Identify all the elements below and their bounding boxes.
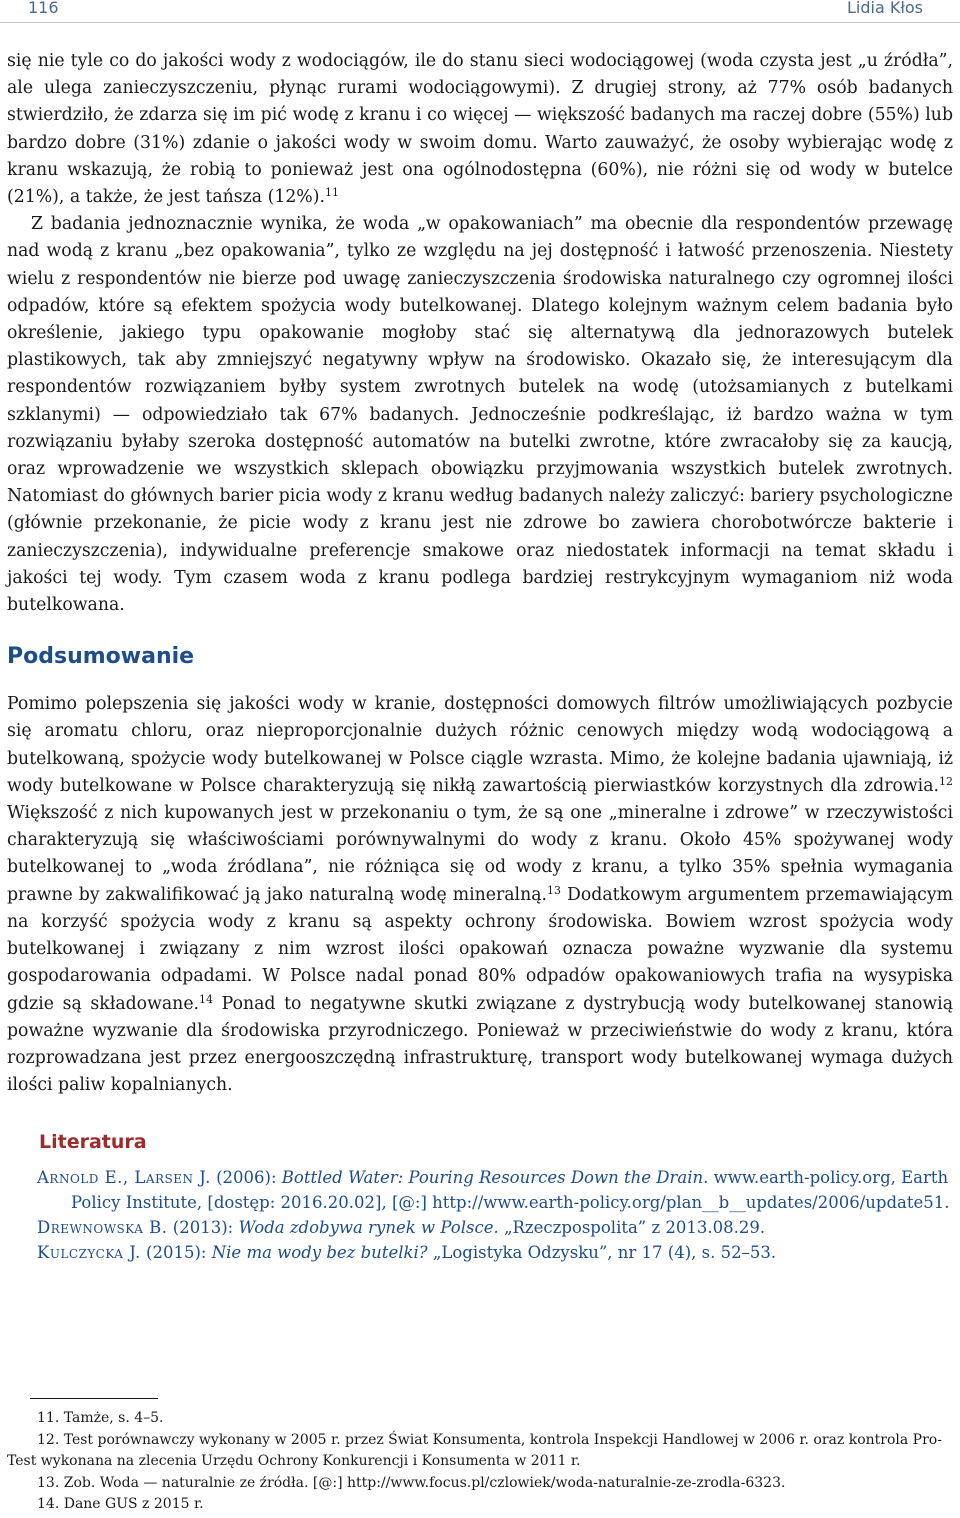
reference-year: (2013): bbox=[167, 1218, 239, 1238]
reference-author: Drewnowska B. bbox=[37, 1218, 168, 1238]
footnotes bbox=[7, 1408, 953, 1516]
reference-year: (2015): bbox=[140, 1243, 212, 1263]
reference-source: „Rzeczpospolita” z 2013.08.29. bbox=[498, 1218, 766, 1238]
reference-title: Nie ma wody bez butelki? bbox=[211, 1243, 428, 1263]
summary-text: Większość z nich kupowanych jest w przekonaniu o tym, że są one „mineralne i zdrowe” w rzeczywistości charakteryzują się właściwościami porównywalnymi do wody z kranu. Około 45% spożywanej wody butelkowanej to „woda źródlana”, nie różniąca się od wody z kranu, a tylko 35% spełnia wymagania prawne by zakwalifikować ją jako naturalną wodę mineralną. bbox=[7, 803, 953, 905]
reference-item bbox=[37, 1215, 953, 1240]
footnote-divider bbox=[30, 1398, 158, 1399]
body-paragraph-1 bbox=[7, 48, 953, 211]
reference-author: Arnold E., Larsen J. bbox=[37, 1168, 211, 1188]
footnote-ref-11[interactable]: 11 bbox=[324, 186, 339, 200]
reference-title: Woda zdobywa rynek w Polsce. bbox=[238, 1218, 499, 1238]
reference-year: (2006): bbox=[210, 1168, 282, 1188]
footnote-ref-13[interactable]: 13 bbox=[547, 883, 561, 897]
reference-title: Bottled Water: Pouring Resources Down the Drain. bbox=[281, 1168, 709, 1188]
reference-item bbox=[37, 1165, 953, 1215]
reference-source[interactable]: www.earth-policy.org, Earth Policy Institute, [dostęp: 2016.20.02], [@:] http://www.earth-policy.org/plan__b__updates/2006/update51. bbox=[71, 1168, 950, 1213]
page-number: 116 bbox=[28, 0, 59, 17]
summary-text: Ponad to negatywne skutki związane z dystrybucją wody butelkowanej stanowią poważne wyzwanie dla środowiska przyrodniczego. Ponieważ w przeciwieństwie do wody z kranu, która rozprowadzana jest przez energooszczędną infrastrukturę, transport wody butelkowanej wymaga dużych ilości paliw kopalnianych. bbox=[7, 993, 953, 1096]
body-text: się nie tyle co do jakości wody z wodociągów, ile do stanu sieci wodociągowej (woda czysta jest „u źródła”, ale ulega zanieczyszczeniu, płynąc rurami wodociągowymi). Z drugiej strony, aż 77% osób badanych stwierdziło, że zdarza się im pić wodę z kranu i co więcej — większość badanych ma raczej dobre (55%) lub bardzo dobre (31%) zdanie o jakości wody w swoim domu. Warto zauważyć, że osoby wybierając wodę z kranu wskazują, że robią to ponieważ jest ona ogólnodostępna (60%), nie różni się od wody w butelce (21%), a także, że jest tańsza (12%). bbox=[7, 51, 953, 208]
reference-list bbox=[37, 1165, 953, 1265]
reference-author: Kulczycka J. bbox=[37, 1243, 141, 1263]
reference-source: „Logistyka Odzysku”, nr 17 (4), s. 52–53. bbox=[427, 1243, 777, 1263]
summary-text: Dodatkowym argumentem przemawiającym na korzyść spożycia wody z kranu są aspekty ochrony środowiska. Bowiem wzrost spożycia wody butelkowanej i związany z nim wzrost ilości opakowań oznacza poważne wyzwanie dla systemu gospodarowania odpadami. W Polsce nadal ponad 80% odpadów opakowaniowych trafia na wysypiska gdzie są składowane. bbox=[7, 884, 953, 1014]
footnote-14: 14. Dane GUS z 2015 r. bbox=[37, 1496, 204, 1512]
footnote-11: 11. Tamże, s. 4–5. bbox=[37, 1410, 164, 1426]
footnote-ref-14[interactable]: 14 bbox=[199, 992, 214, 1006]
page-body bbox=[7, 48, 953, 1265]
running-header bbox=[0, 0, 960, 23]
footnote-12: 12. Test porównawczy wykonany w 2005 r. przez Świat Konsumenta, kontrola Inspekcji Handlowej w 2006 r. oraz kontrola Pro-Test wykonana na zlecenia Urzędu Ochrony Konkurencji i Konsumenta w 2011 r. bbox=[7, 1431, 942, 1469]
section-heading-literature: Literatura bbox=[39, 1131, 147, 1154]
running-author: Lidia Kłos bbox=[846, 0, 923, 17]
body-paragraph-2: Z badania jednoznacznie wynika, że woda „w opakowaniach” ma obecnie dla respondentów przewagę nad wodą z kranu „bez opakowania”, tylko ze względu na jej dostępność i łatwość przenoszenia. Niestety wielu z respondentów nie bierze pod uwagę zanieczyszczenia środowiska naturalnego czy ogromnej ilości odpadów, które są efektem spożycia wody butelkowanej. Dlatego kolejnym ważnym celem badania było określenie, jakiego typu opakowanie mogłoby stać się alternatywą dla jednorazowych butelek plastikowych, tak aby zmniejszyć negatywny wpływ na środowisko. Okazało się, że interesującym dla respondentów rozwiązaniem byłby system zwrotnych butelek na wodę (utożsamianych z butelkami szklanymi) — odpowiedziało tak 67% badanych. Jednocześnie podkreślając, iż bardzo ważna w tym rozwiązaniu byłaby szeroka dostępność automatów na butelki zwrotne, które zwracałoby się za kaucją, oraz wprowadzenie we wszystkich sklepach obowiązku przyjmowania wszystkich butelek zwrotnych. Natomiast do głównych barier picia wody z kranu według badanych należy zaliczyć: bariery psychologiczne (głównie przekonanie, że picie wody z kranu jest nie zdrowe bo zawiera chorobotwórcze bakterie i zanieczyszczenia), indywidualne preferencje smakowe oraz niedostatek informacji na temat składu i jakości tej wody. Tym czasem woda z kranu podlega bardziej restrykcyjnym wymaganiom niż woda butelkowana. bbox=[7, 214, 953, 616]
footnote-ref-12[interactable]: 12 bbox=[939, 774, 953, 788]
summary-text: Pomimo polepszenia się jakości wody w kranie, dostępności domowych filtrów umożliwiających pozbycie się aromatu chloru, oraz nieproporcjonalnie dużych różnic cenowych między wodą wodociągową a butelkowaną, spożycie wody butelkowanej w Polsce ciągle wzrasta. Mimo, że kolejne badania ujawniają, iż wody butelkowane w Polsce charakteryzują się nikłą zawartością pierwiastków korzystnych dla zdrowia. bbox=[7, 694, 953, 796]
section-heading-summary: Podsumowanie bbox=[7, 644, 195, 670]
summary-paragraph bbox=[7, 691, 953, 1099]
footnote-13[interactable]: 13. Zob. Woda — naturalnie ze źródła. [@:] http://www.focus.pl/czlowiek/woda-naturalnie-ze-zrodla-6323. bbox=[37, 1474, 786, 1491]
reference-item bbox=[37, 1240, 953, 1265]
